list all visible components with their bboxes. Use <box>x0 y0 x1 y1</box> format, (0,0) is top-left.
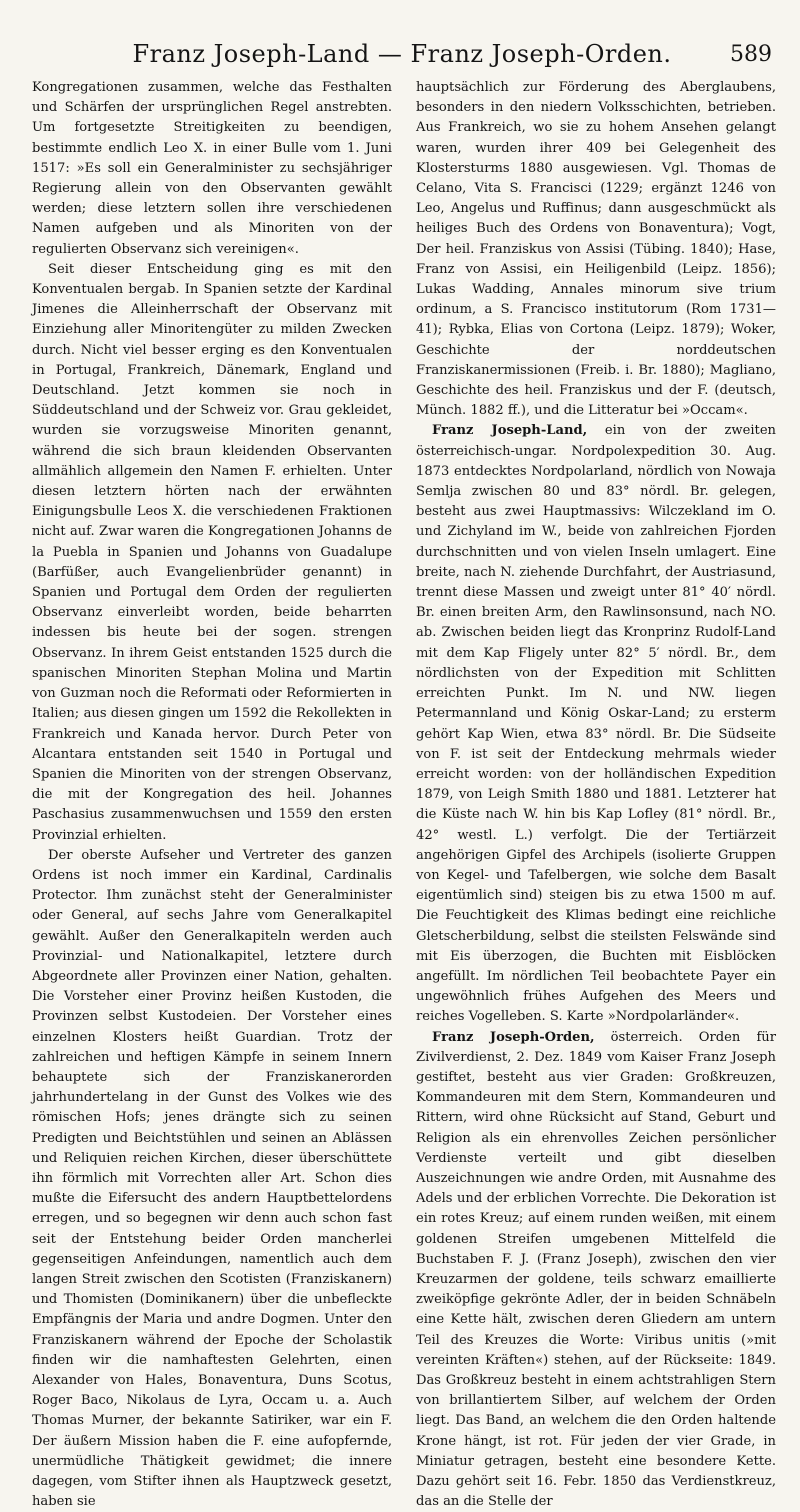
left-column <box>32 78 392 1510</box>
paragraph: Der oberste Aufseher und Vertreter des ganzen Ordens ist noch immer ein Kardinal, Cardinalis Protector. Ihm zunächst steht der Generalminister oder General, auf sechs Jahre vom Generalkapitel gewählt. Außer den Generalkapiteln werden auch Provinzial- und Nationalkapitel, letztere durch Abgeordnete aller Provinzen einer Nation, gehalten. Die Vorsteher einer Provinz heißen Kustoden, die Provinzen selbst Kustodeien. Der Vorsteher eines einzelnen Klosters heißt Guardian. Trotz der zahlreichen und heftigen Kämpfe in seinem Innern behauptete sich der Franziskanerorden jahrhundertelang in der Gunst des Volkes wie des römischen Hofs; jenes drängte sich zu seinen Predigten und Beichtstühlen und seinen an Ablässen und Reliquien reichen Kirchen, dieser überschüttete ihn förmlich mit Vorrechten aller Art. Schon dies mußte die Eifersucht des andern Hauptbettelordens erregen, und so begegnen wir denn auch schon fast seit der Entstehung beider Orden mancherlei gegenseitigen Anfeindungen, namentlich auch dem langen Streit zwischen den Scotisten (Franziskanern) und Thomisten (Dominikanern) über die unbefleckte Empfängnis der Maria und andre Dogmen. Unter den Franziskanern während der Epoche der Scholastik finden wir die namhaftesten Gelehrten, einen Alexander von Hales, Bonaventura, Duns Scotus, Roger Baco, Nikolaus de Lyra, Occam u. a. Auch Thomas Murner, der bekannte Satiriker, war ein F. Der äußern Mission haben die F. eine aufopfernde, unermüdliche Thätigkeit gewidmet; die innere dagegen, vom Stifter ihnen als Hauptzweck gesetzt, haben sie <box>32 847 392 1510</box>
entry-text: österreich. Orden für Zivilverdienst, 2. Dez. 1849 vom Kaiser Franz Joseph gestiftet, besteht aus vier Graden: Großkreuzen, Kommandeuren mit dem Stern, Kommandeuren und Rittern, wird ohne Rücksicht auf Stand, Geburt und Religion als ein ehrenvolles Zeichen persönlicher Verdienste verteilt und gibt dieselben Auszeichnungen wie andre Orden, mit Ausnahme des Adels und der erblichen Vorrechte. Die Dekoration ist ein rotes Kreuz; auf einem runden weißen, mit einem goldenen Streifen umgebenen Mittelfeld die Buchstaben F. J. (Franz Joseph), zwischen den vier Kreuzarmen der goldene, teils schwarz emaillierte zweiköpfige gekrönte Adler, der in beiden Schnäbeln eine Kette hält, zwischen deren Gliedern am untern Teil des Kreuzes die Worte: Viribus unitis (»mit vereinten Kräften«) stehen, auf der Rückseite: 1849. Das Großkreuz besteht in einem achtstrahligen Stern von brillantiertem Silber, auf welchem der Orden liegt. Das Band, an welchem die den Orden haltende Krone hängt, ist rot. Für jeden der vier Grade, in Miniatur getragen, besteht eine besondere Kette. Dazu gehört seit 16. Febr. 1850 das Verdienstkreuz, das an die Stelle der <box>416 1029 776 1510</box>
page-header <box>32 40 772 74</box>
right-column <box>416 78 776 1510</box>
entry-text: ein von der zweiten österreichisch-ungar. Nordpolexpedition 30. Aug. 1873 entdecktes Nordpolarland, nördlich von Nowaja Semlja zwischen 80 und 83° nördl. Br. gelegen, besteht aus zwei Hauptmassivs: Wilczekland im O. und Zichyland im W., beide von zahlreichen Fjorden durchschnitten und von vielen Inseln umlagert. Eine breite, nach N. ziehende Durchfahrt, der Austriasund, trennt diese Massen und zweigt unter 81° 40′ nördl. Br. einen breiten Arm, den Rawlinsonsund, nach NO. ab. Zwischen beiden liegt das Kronprinz Rudolf-Land mit dem Kap Fligely unter 82° 5′ nördl. Br., dem nördlichsten von der Expedition mit Schlitten erreichten Punkt. Im N. und NW. liegen Petermannland und König Oskar-Land; zu ersterm gehört Kap Wien, etwa 83° nördl. Br. Die Südseite von F. ist seit der Entdeckung mehrmals wieder erreicht worden: von der holländischen Expedition 1879, von Leigh Smith 1880 und 1881. Letzterer hat die Küste nach W. hin bis Kap Lofley (81° nördl. Br., 42° westl. L.) verfolgt. Die der Tertiärzeit angehörigen Gipfel des Archipels (isolierte Gruppen von Kegel- und Tafelbergen, wie solche dem Basalt eigentümlich sind) steigen bis zu etwa 1500 m auf. Die Feuchtigkeit des Klimas bedingt eine reichliche Gletscherbildung, selbst die steilsten Felswände sind mit Eis überzogen, die Buchten mit Eisblöcken angefüllt. Im nördlichen Teil beobachtete Payer ein ungewöhnlich frühes Aufgehen des Meers und reiches Vogelleben. S. Karte »Nordpolarländer«. <box>416 423 776 1025</box>
paragraph: hauptsächlich zur Förderung des Aberglaubens, besonders in den niedern Volksschichten, betrieben. Aus Frankreich, wo sie zu hohem Ansehen gelangt waren, wurden ihrer 409 bei Gelegenheit des Klostersturms 1880 ausgewiesen. Vgl. Thomas de Celano, Vita S. Francisci (1229; ergänzt 1246 von Leo, Angelus und Ruffinus; dann ausgeschmückt als heiliges Buch des Ordens von Bonaventura); Vogt, Der heil. Franziskus von Assisi (Tübing. 1840); Hase, Franz von Assisi, ein Heiligenbild (Leipz. 1856); Lukas Wadding, Annales minorum sive trium ordinum, a S. Francisco institutorum (Rom 1731—41); Rybka, Elias von Cortona (Leipz. 1879); Woker, Geschichte der norddeutschen Franziskanermissionen (Freib. i. Br. 1880); Magliano, Geschichte des heil. Franziskus und der F. (deutsch, Münch. 1882 ff.), und die Litteratur bei »Occam«. <box>416 80 776 419</box>
entry-headword: Franz Joseph-Land, <box>432 423 588 439</box>
paragraph: Seit dieser Entscheidung ging es mit den Konventualen bergab. In Spanien setzte der Kardinal Jimenes die Alleinherrschaft der Observanz mit Einziehung aller Minoritengüter zu milden Zwecken durch. Nicht viel besser erging es den Konventualen in Portugal, Frankreich, Dänemark, England und Deutschland. Jetzt kommen sie noch in Süddeutschland und der Schweiz vor. Grau gekleidet, wurden sie vorzugsweise Minoriten genannt, während die sich braun kleidenden Observanten allmählich allgemein den Namen F. erhielten. Unter diesen letztern hörten nach der erwähnten Einigungsbulle Leos X. die verschiedenen Fraktionen nicht auf. Zwar waren die Kongregationen Johanns de la Puebla in Spanien und Johanns von Guadalupe (Barfüßer, auch Evangelienbrüder genannt) in Spanien und Portugal dem Orden der regulierten Observanz einverleibt worden, beide beharrten indessen bis heute bei der sogen. strengen Observanz. In ihrem Geist entstanden 1525 durch die spanischen Minoriten Stephan Molina und Martin von Guzman noch die Reformati oder Reformierten in Italien; aus diesen gingen um 1592 die Rekollekten in Frankreich und Kanada hervor. Durch Peter von Alcantara entstanden seit 1540 in Portugal und Spanien die Minoriten von der strengen Observanz, die mit der Kongregation des heil. Johannes Paschasius zusammenwuchsen und 1559 den ersten Provinzial erhielten. <box>32 261 392 843</box>
entry-franz-joseph-land <box>416 421 776 1027</box>
entry-franz-joseph-orden <box>416 1028 776 1512</box>
text-columns <box>32 78 776 1510</box>
running-head: Franz Joseph-Land — Franz Joseph-Orden. <box>132 40 672 68</box>
page-number: 589 <box>730 42 772 67</box>
paragraph: Kongregationen zusammen, welche das Festhalten und Schärfen der ursprünglichen Regel anstrebten. Um fortgesetzte Streitigkeiten zu beendigen, bestimmte endlich Leo X. in einer Bulle vom 1. Juni 1517: »Es soll ein Generalminister zu sechsjähriger Regierung allein von den Observanten gewählt werden; diese letztern sollen ihre verschiedenen Namen aufgeben und als Minoriten von der regulierten Observanz sich vereinigen«. <box>32 80 392 257</box>
entry-headword: Franz Joseph-Orden, <box>432 1029 595 1045</box>
